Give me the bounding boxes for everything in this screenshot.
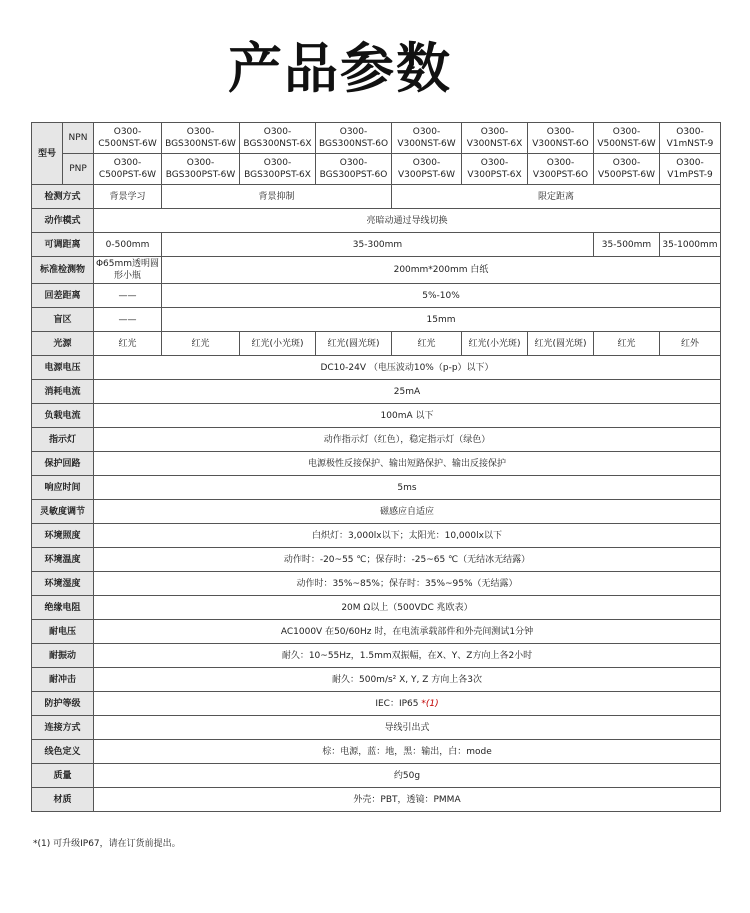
value-cell: 5%-10%	[162, 284, 721, 308]
value-cell: 约50g	[94, 764, 721, 788]
model-cell: O300-BGS300NST-6O	[316, 123, 392, 154]
value-cell: 白炽灯：3,000lx以下；太阳光：10,000lx以下	[94, 524, 721, 548]
value-cell: 动作时：-20~55 ℃；保存时：-25~65 ℃（无结冰无结露）	[94, 548, 721, 572]
row-label: 耐振动	[32, 644, 94, 668]
table-row	[32, 185, 721, 209]
table-row	[32, 500, 721, 524]
model-label: 型号	[32, 123, 63, 185]
model-cell: O300-BGS300PST-6X	[240, 154, 316, 185]
value-cell: 35-500mm	[594, 233, 660, 257]
model-cell: O300-V300PST-6W	[392, 154, 462, 185]
value-cell: 红光(圆光斑)	[316, 332, 392, 356]
row-label: 标准检测物	[32, 257, 94, 284]
model-cell: O300-V300NST-6X	[462, 123, 528, 154]
value-cell: 耐久：10~55Hz，1.5mm双振幅，在X、Y、Z方向上各2小时	[94, 644, 721, 668]
model-cell: O300-V1mPST-9	[660, 154, 721, 185]
table-row	[32, 620, 721, 644]
row-label: 耐冲击	[32, 668, 94, 692]
model-cell: O300-V500NST-6W	[594, 123, 660, 154]
table-row	[32, 154, 721, 185]
table-row	[32, 308, 721, 332]
row-label: 连接方式	[32, 716, 94, 740]
table-row	[32, 476, 721, 500]
value-cell: 红光(圆光斑)	[528, 332, 594, 356]
row-label: 环境温度	[32, 548, 94, 572]
value-cell: 红光	[392, 332, 462, 356]
row-label: 光源	[32, 332, 94, 356]
model-cell: O300-BGS300NST-6W	[162, 123, 240, 154]
page-title: 产品参数	[228, 37, 452, 100]
row-label: 回差距离	[32, 284, 94, 308]
table-row	[32, 644, 721, 668]
table-row	[32, 548, 721, 572]
row-label: 可调距离	[32, 233, 94, 257]
row-label: 灵敏度调节	[32, 500, 94, 524]
row-label: 检测方式	[32, 185, 94, 209]
value-cell: 35-300mm	[162, 233, 594, 257]
row-label: 环境湿度	[32, 572, 94, 596]
spec-table	[31, 122, 721, 812]
footnote: *(1) 可升级IP67，请在订货前提出。	[33, 839, 181, 849]
table-row	[32, 356, 721, 380]
table-row	[32, 233, 721, 257]
table-row	[32, 788, 721, 812]
model-cell: O300-C500PST-6W	[94, 154, 162, 185]
row-label: 绝缘电阻	[32, 596, 94, 620]
row-label: 负载电流	[32, 404, 94, 428]
table-row	[32, 428, 721, 452]
model-cell: O300-V500PST-6W	[594, 154, 660, 185]
model-cell: O300-V300NST-6O	[528, 123, 594, 154]
value-cell: 限定距离	[392, 185, 721, 209]
value-cell: 25mA	[94, 380, 721, 404]
row-label: 材质	[32, 788, 94, 812]
table-row	[32, 452, 721, 476]
value-cell: 15mm	[162, 308, 721, 332]
table-row	[32, 764, 721, 788]
row-label: 响应时间	[32, 476, 94, 500]
value-cell: 红光	[594, 332, 660, 356]
table-row	[32, 380, 721, 404]
row-label: 线色定义	[32, 740, 94, 764]
model-cell: O300-V300PST-6X	[462, 154, 528, 185]
npn-label: NPN	[63, 123, 94, 154]
row-label: 耐电压	[32, 620, 94, 644]
value-cell: 磁感应自适应	[94, 500, 721, 524]
value-cell: ——	[94, 284, 162, 308]
table-row	[32, 668, 721, 692]
row-label: 环境照度	[32, 524, 94, 548]
row-label: 指示灯	[32, 428, 94, 452]
value-cell: 亮暗动通过导线切换	[94, 209, 721, 233]
value-cell: 0-500mm	[94, 233, 162, 257]
table-row	[32, 209, 721, 233]
value-cell: ——	[94, 308, 162, 332]
ip-rating: IEC：IP65	[375, 698, 419, 709]
value-cell: 棕：电源，蓝：地，黑：输出，白：mode	[94, 740, 721, 764]
table-row	[32, 716, 721, 740]
row-label: 质量	[32, 764, 94, 788]
model-cell: O300-V300PST-6O	[528, 154, 594, 185]
model-cell: O300-V300NST-6W	[392, 123, 462, 154]
value-cell: 背景抑制	[162, 185, 392, 209]
value-cell: 35-1000mm	[660, 233, 721, 257]
value-cell: 200mm*200mm 白纸	[162, 257, 721, 284]
value-cell: 红光	[94, 332, 162, 356]
value-cell: 红光(小光斑)	[240, 332, 316, 356]
value-cell: 耐久：500m/s² X, Y, Z 方向上各3次	[94, 668, 721, 692]
value-cell: 红光(小光斑)	[462, 332, 528, 356]
table-row	[32, 284, 721, 308]
value-cell: 动作指示灯（红色），稳定指示灯（绿色）	[94, 428, 721, 452]
value-cell: 外壳：PBT，透镜：PMMA	[94, 788, 721, 812]
model-cell: O300-BGS300PST-6O	[316, 154, 392, 185]
value-cell: 电源极性反接保护、输出短路保护、输出反接保护	[94, 452, 721, 476]
value-cell: 背景学习	[94, 185, 162, 209]
table-row	[32, 572, 721, 596]
value-cell: AC1000V 在50/60Hz 时，在电流承载部件和外壳间测试1分钟	[94, 620, 721, 644]
model-cell: O300-C500NST-6W	[94, 123, 162, 154]
pnp-label: PNP	[63, 154, 94, 185]
row-label: 动作模式	[32, 209, 94, 233]
ip-footnote-marker: *(1)	[421, 698, 439, 709]
model-cell: O300-V1mNST-9	[660, 123, 721, 154]
table-row	[32, 404, 721, 428]
table-row	[32, 596, 721, 620]
value-cell	[94, 692, 721, 716]
table-row	[32, 332, 721, 356]
row-label: 电源电压	[32, 356, 94, 380]
value-cell: 动作时：35%~85%；保存时：35%~95%（无结露）	[94, 572, 721, 596]
table-row	[32, 123, 721, 154]
row-label: 防护等级	[32, 692, 94, 716]
model-cell: O300-BGS300PST-6W	[162, 154, 240, 185]
table-row	[32, 692, 721, 716]
model-cell: O300-BGS300NST-6X	[240, 123, 316, 154]
table-row	[32, 524, 721, 548]
value-cell: 5ms	[94, 476, 721, 500]
value-cell: 红光	[162, 332, 240, 356]
row-label: 盲区	[32, 308, 94, 332]
value-cell: 100mA 以下	[94, 404, 721, 428]
row-label: 保护回路	[32, 452, 94, 476]
row-label: 消耗电流	[32, 380, 94, 404]
value-cell: 20M Ω以上（500VDC 兆欧表）	[94, 596, 721, 620]
table-row	[32, 257, 721, 284]
value-cell: 导线引出式	[94, 716, 721, 740]
value-cell: 红外	[660, 332, 721, 356]
value-cell: DC10-24V （电压波动10%（p-p）以下）	[94, 356, 721, 380]
table-row	[32, 740, 721, 764]
value-cell: Φ65mm透明圆形小瓶	[94, 257, 162, 284]
